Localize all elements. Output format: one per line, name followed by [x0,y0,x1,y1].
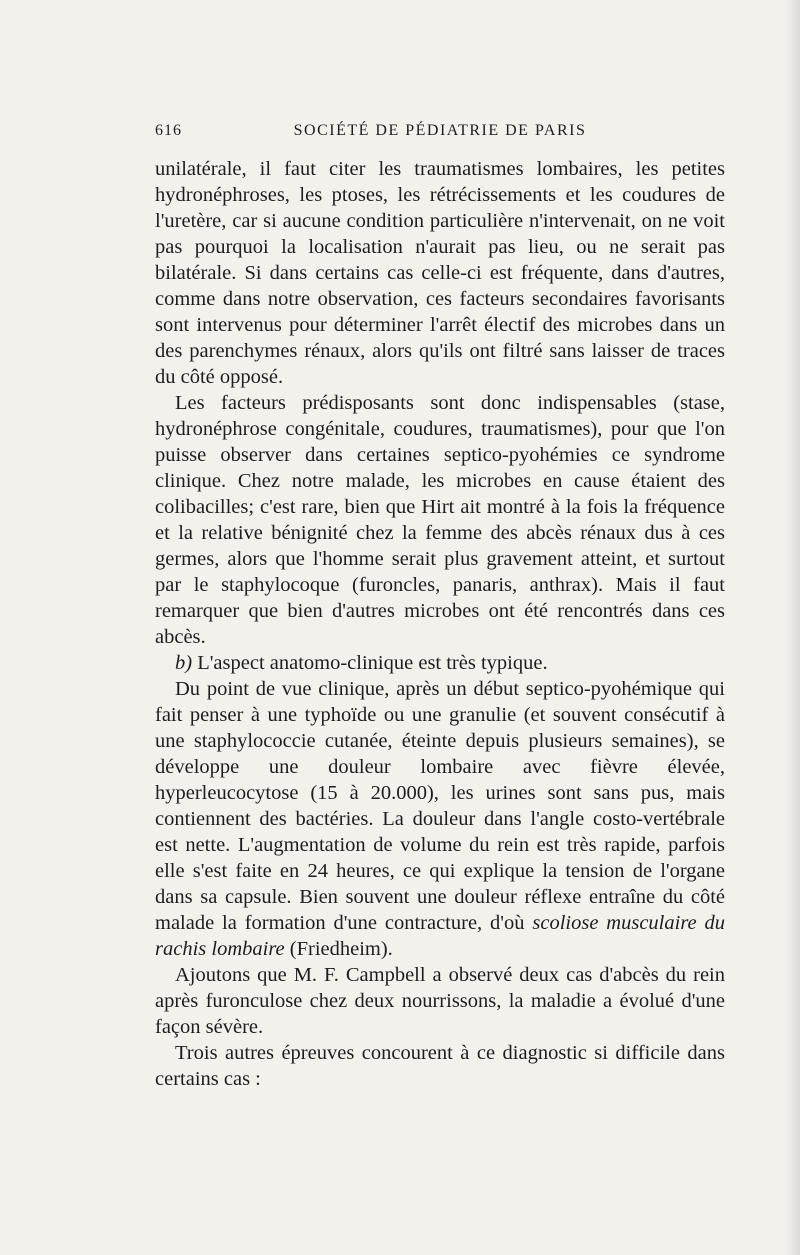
paragraph-4-end: (Friedheim). [284,938,393,960]
paragraph-6: Trois autres épreuves concourent à ce diagnostic si difficile dans certains cas : [155,1042,725,1090]
running-head: SOCIÉTÉ DE PÉDIATRIE DE PARIS [293,122,587,139]
paragraph-1: unilatérale, il faut citer les traumatismes lombaires, les petites hydronéphroses, les ptoses, les rétrécissements et les coudures de l'uretère, car si aucune condition particulière n'intervenait, on ne voit pas pourquoi la localisation n'aurait pas lieu, ou ne serait pas bilatérale. Si dans certains cas celle-ci est fréquente, dans d'autres, comme dans notre observation, ces facteurs secondaires favorisants sont intervenus pour déterminer l'arrêt électif des microbes dans un des parenchymes rénaux, alors qu'ils ont filtré sans laisser de traces du côté opposé. [155,158,725,388]
section-marker: b) [175,652,193,674]
page-header [155,122,725,146]
paragraph-4-italic: scoliose musculaire du rachis lombaire [155,912,726,960]
page-gutter-shadow [786,0,800,1255]
paragraph-2: Les facteurs prédisposants sont donc indispensables (stase, hydronéphrose congénitale, coudures, traumatismes), pour que l'on puisse observer dans certaines septico-pyohémies ce syndrome clinique. Chez notre malade, les microbes en cause étaient des colibacilles; c'est rare, bien que Hirt ait montré à la fois la fréquence et la relative bénignité chez la femme des abcès rénaux dus à ces germes, alors que l'homme serait plus gravement atteint, et surtout par le staphylocoque (furoncles, panaris, anthrax). Mais il faut remarquer que bien d'autres microbes ont été rencontrés dans ces abcès. [155,392,725,648]
page-number: 616 [155,122,182,139]
paragraph-4 [155,676,725,962]
paragraph-3 [155,650,725,676]
paragraph-5: Ajoutons que M. F. Campbell a observé deux cas d'abcès du rein après furonculose chez deux nourrissons, la maladie a évolué d'une façon sévère. [155,964,725,1038]
paragraph-3-text: L'aspect anatomo-clinique est très typique. [192,652,548,674]
body-text [155,156,725,1092]
paragraph-4-start: Du point de vue clinique, après un début septico-pyohémique qui fait penser à une typhoïde ou une granulie (et souvent consécutif à une staphylococcie cutanée, éteinte depuis plusieurs semaines), se développe une douleur lombaire avec fièvre élevée, hyperleucocytose (15 à 20.000), les urines sont sans pus, mais contiennent des bactéries. La douleur dans l'angle costo-vertébrale est nette. L'augmentation de volume du rein est très rapide, parfois elle s'est faite en 24 heures, ce qui explique la tension de l'organe dans sa capsule. Bien souvent une douleur réflexe entraîne du côté malade la formation d'une contracture, d'où [155,678,725,934]
